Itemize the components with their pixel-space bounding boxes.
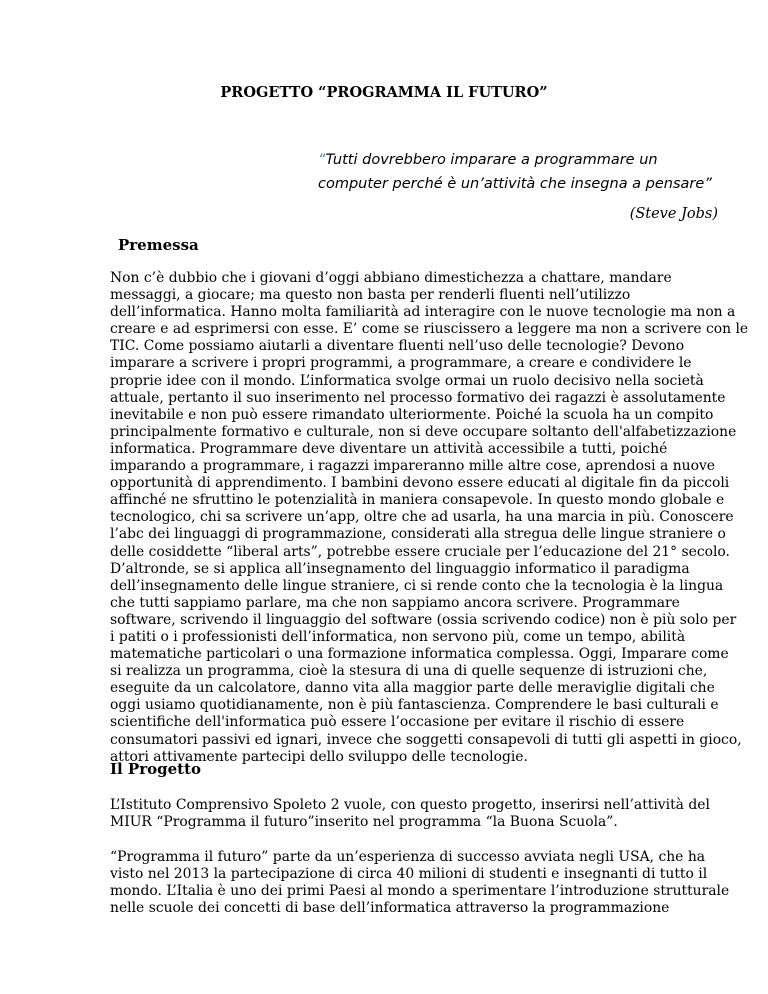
paragraph-line: Non c’è dubbio che i giovani d’oggi abbiano dimestichezza a chattare, mandare <box>110 270 672 286</box>
paragraph-line: mondo. L’Italia è uno dei primi Paesi al mondo a sperimentare l’introduzione strutturale <box>110 883 730 900</box>
paragraph-line: si realizza un programma, cioè la stesura di una di quelle sequenze di istruzioni che, <box>110 663 708 680</box>
paragraph-line: consumatori passivi ed ignari, invece che soggetti consapevoli di tutti gli aspetti in gioco, <box>110 731 742 748</box>
paragraph-line: i patiti o i professionisti dell’informatica, non servono più, come un tempo, abilità <box>110 628 686 645</box>
paragraph-line: attori attivamente partecipi dello sviluppo delle tecnologie. <box>110 748 528 765</box>
paragraph-line: opportunità di apprendimento. I bambini devono essere educati al digitale fin da piccoli <box>110 475 730 492</box>
paragraph-line: dell’informatica. Hanno molta familiarità ad interagire con le nuove tecnologie ma non a <box>110 304 736 321</box>
paragraph-line: eseguite da un calcolatore, danno vita alla maggior parte delle meraviglie digitali che <box>110 680 715 697</box>
progetto-paragraph-1 <box>110 797 710 831</box>
paragraph-line: messaggi, a giocare; ma questo non basta per renderli fluenti nell’utilizzo <box>110 287 631 304</box>
paragraph-line: scientifiche dell'informatica può essere l’occasione per evitare il rischio di essere <box>110 714 685 731</box>
paragraph-line: oggi usiamo quotidianamente, non è più fantascienza. Comprendere le basi culturali e <box>110 697 719 714</box>
paragraph-line: L’Istituto Comprensivo Spoleto 2 vuole, con questo progetto, inserirsi nell’attività del <box>110 797 710 813</box>
quote-line-2: computer perché è un’attività che insegna a pensare” <box>318 176 712 192</box>
paragraph-line: dell’insegnamento delle lingue straniere, ci si rende conto che la tecnologia è la lingua <box>110 577 724 594</box>
paragraph-line: tecnologico, chi sa scrivere un’app, oltre che ad usarla, ha una marcia in più. Conoscere <box>110 509 734 526</box>
epigraph-quote <box>318 148 738 196</box>
paragraph-line: informatica. Programmare deve diventare un attività accessibile a tutti, poiché <box>110 440 668 457</box>
progetto-paragraph-2 <box>110 849 730 917</box>
paragraph-line: principalmente formativo e culturale, non si deve occupare soltanto dell'alfabetizzazione <box>110 423 737 440</box>
paragraph-line: MIUR “Programma il futuro”inserito nel programma “la Buona Scuola”. <box>110 814 618 831</box>
paragraph-line: l’abc dei linguaggi di programmazione, considerati alla stregua delle lingue straniere o <box>110 526 726 543</box>
paragraph-line: imparare a scrivere i propri programmi, a programmare, a creare e condividere le <box>110 355 692 372</box>
paragraph-line: “Programma il futuro” parte da un’esperienza di successo avviata negli USA, che ha <box>110 849 706 865</box>
paragraph-line: affinché ne sfruttino le potenzialità in maniera consapevole. In questo mondo globale e <box>110 492 725 509</box>
paragraph-line: imparando a programmare, i ragazzi impareranno mille altre cose, aprendosi a nuove <box>110 458 716 475</box>
quote-open-mark: “ <box>318 152 326 168</box>
paragraph-line: software, scrivendo il linguaggio del software (ossia scrivendo codice) non è più solo per <box>110 611 737 628</box>
section-heading-progetto: Il Progetto <box>110 760 202 778</box>
paragraph-line: creare e ad esprimersi con esse. E’ come se riuscissero a leggere ma non a scrivere con le <box>110 321 749 338</box>
paragraph-line: attuale, pertanto il suo inserimento nel processo formativo dei ragazzi è assolutamente <box>110 389 726 406</box>
paragraph-line: delle cosiddette “liberal arts”, potrebbe essere cruciale per l’educazione del 21° secolo. <box>110 543 730 560</box>
paragraph-line: nelle scuole dei concetti di base dell’informatica attraverso la programmazione <box>110 900 670 917</box>
paragraph-line: inevitabile e non può essere rimandato ulteriormente. Poiché la scuola ha un compito <box>110 406 714 423</box>
paragraph-line: matematiche particolari o una formazione informatica complessa. Oggi, Imparare come <box>110 646 729 663</box>
paragraph-line: D’altronde, se si applica all’insegnamento del linguaggio informatico il paradigma <box>110 560 690 577</box>
section-heading-premessa: Premessa <box>118 236 199 254</box>
paragraph-line: TIC. Come possiamo aiutarli a diventare fluenti nell’uso delle tecnologie? Devono <box>110 338 685 355</box>
quote-line-1: Tutti dovrebbero imparare a programmare un <box>325 152 658 168</box>
paragraph-line: che tutti sappiamo parlare, ma che non sappiamo ancora scrivere. Programmare <box>110 594 680 611</box>
page-title: PROGETTO “PROGRAMMA IL FUTURO” <box>220 84 548 101</box>
quote-attribution: (Steve Jobs) <box>629 206 718 222</box>
paragraph-line: proprie idee con il mondo. L’informatica svolge ormai un ruolo decisivo nella società <box>110 372 704 389</box>
premessa-paragraph <box>110 270 749 766</box>
paragraph-line: visto nel 2013 la partecipazione di circa 40 milioni di studenti e insegnanti di tutto il <box>110 866 708 883</box>
